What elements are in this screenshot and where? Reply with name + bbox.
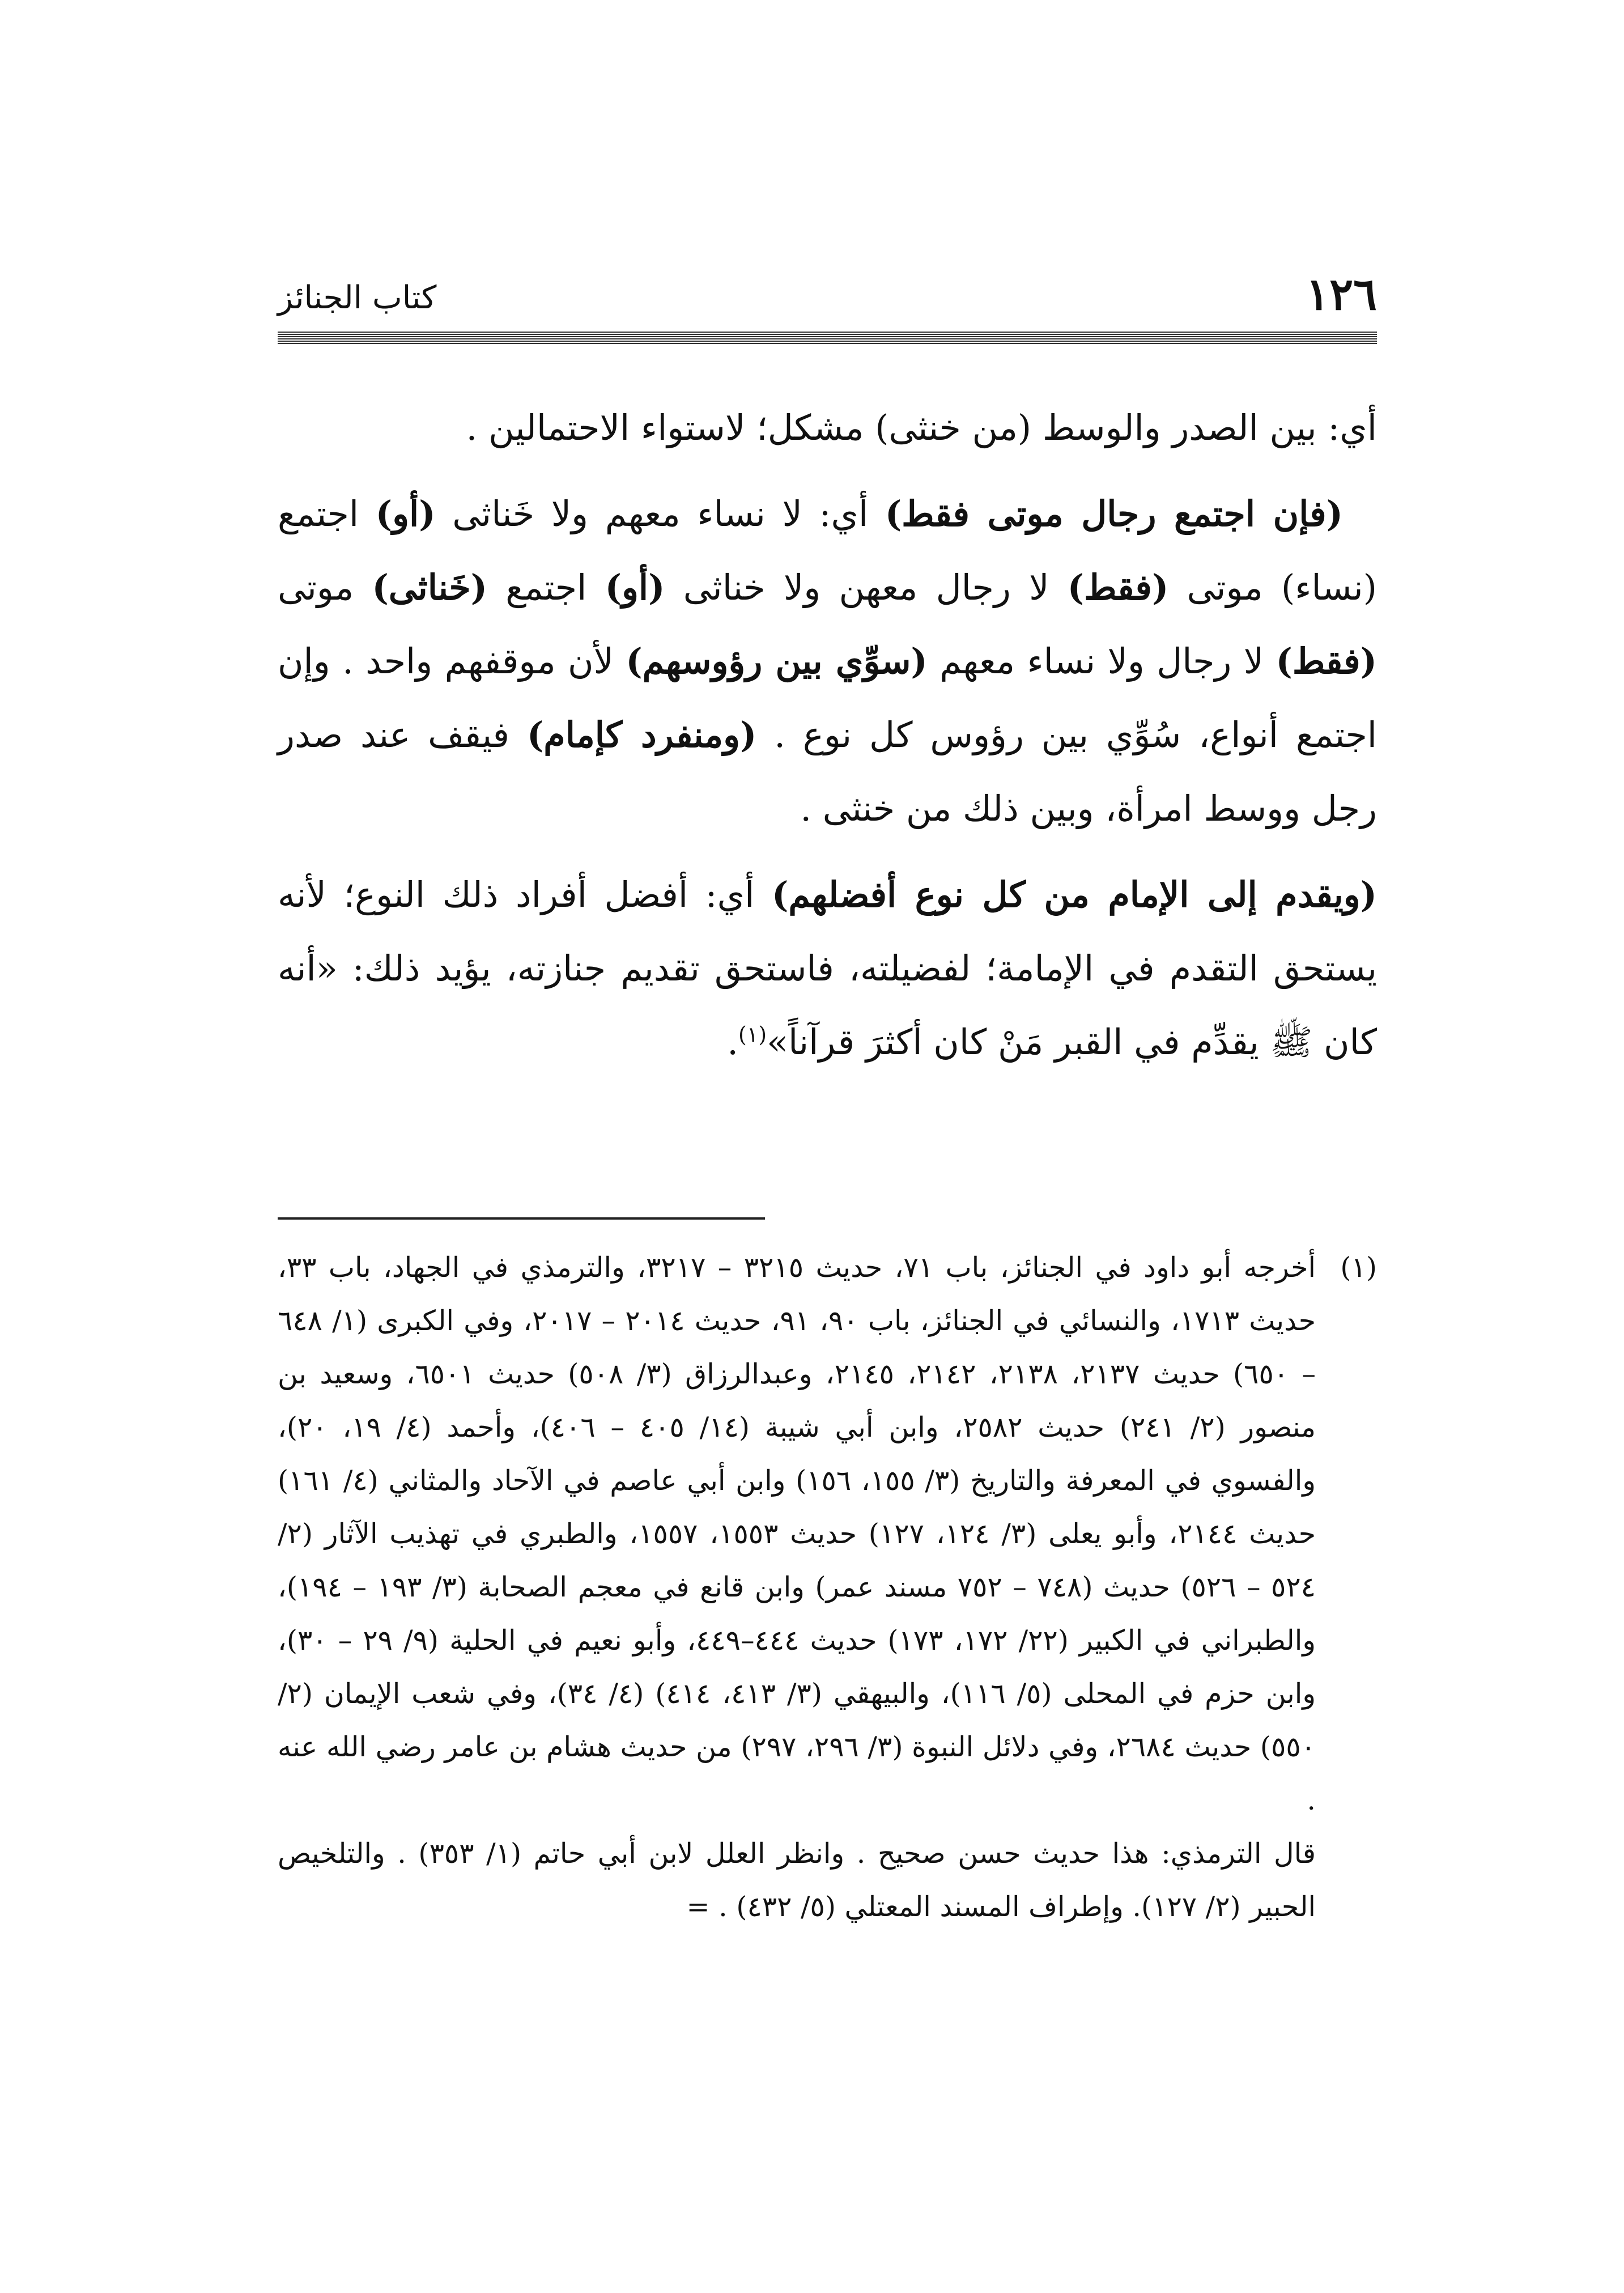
main-text [278,391,1377,1092]
bold-phrase: (أو) [375,493,436,534]
text-run: لأن موقفهم واحد . وإن اجتمع أنواع، سُوِّي بين رؤوس كل نوع . [278,640,1378,755]
book-page [278,0,1377,2293]
footnote-reference[interactable]: (١) [738,1022,767,1047]
text-run: أي: أفضل أفراد ذلك النوع؛ لأنه يستحق التقدم في الإمامة؛ لفضيلته، فاستحق تقديم جنازته، يؤيد ذلك: «أنه كان ﷺ يقدِّم في القبر مَنْ كان أكثرَ قرآناً» [278,874,1377,1063]
footnote-marker: (١) [1340,1251,1377,1284]
text-run: . [727,1021,738,1063]
bold-phrase: (فقط) [1276,640,1378,682]
footnotes [278,1241,1377,1934]
text-run: موتى [278,567,372,608]
paragraph-1: أي: بين الصدر والوسط (من خنثى) مشكل؛ لاستواء الاحتمالين . [466,407,1377,448]
text-run: أي: لا نساء معهم ولا خَناثى [435,493,885,534]
bold-phrase: (فقط) [1067,567,1169,608]
footnote-separator [278,1217,765,1220]
text-run: لا رجال معهن ولا خناثى [665,567,1068,608]
footnote-continuation: قال الترمذي: هذا حديث حسن صحيح . وانظر العلل لابن أبي حاتم (١/ ٣٥٣) . والتلخيص الحبير (٢/ ١٢٧). وإطراف المسند المعتلي (٥/ ٤٣٢) . = [278,1837,1316,1923]
header-rule [278,332,1377,344]
bold-phrase: (سوِّي بين رؤوسهم) [626,640,928,682]
page-number: ١٢٦ [1306,269,1377,320]
bold-phrase: (أو) [605,567,665,608]
footnote-text: أخرجه أبو داود في الجنائز، باب ٧١، حديث ٣٢١٥ – ٣٢١٧، والترمذي في الجهاد، باب ٣٣، حديث ١٧١٣، والنسائي في الجنائز، باب ٩٠، ٩١، حديث ٢٠١٤ – ٢٠١٧، وفي الكبرى (١/ ٦٤٨ – ٦٥٠) حديث ٢١٣٧، ٢١٣٨، ٢١٤٢، ٢١٤٥، وعبدالرزاق (٣/ ٥٠٨) حديث ٦٥٠١، وسعيد بن منصور (٢/ ٢٤١) حديث ٢٥٨٢، وابن أبي شيبة (١٤/ ٤٠٥ – ٤٠٦)، وأحمد (٤/ ١٩، ٢٠)، والفسوي في المعرفة والتاريخ (٣/ ١٥٥، ١٥٦) وابن أبي عاصم في الآحاد والمثاني (٤/ ١٦١) حديث ٢١٤٤، وأبو يعلى (٣/ ١٢٤، ١٢٧) حديث ١٥٥٣، ١٥٥٧، والطبري في تهذيب الآثار (٢/ ٥٢٤ – ٥٢٦) حديث (٧٤٨ – ٧٥٢ مسند عمر) وابن قانع في معجم الصحابة (٣/ ١٩٣ – ١٩٤)، والطبراني في الكبير (٢٢/ ١٧٢، ١٧٣) حديث ٤٤٤–٤٤٩، وأبو نعيم في الحلية (٩/ ٢٩ – ٣٠)، وابن حزم في المحلى (٥/ ١١٦)، والبيهقي (٣/ ٤١٣، ٤١٤) (٤/ ٣٤)، وفي شعب الإيمان (٢/ ٥٥٠) حديث ٢٦٨٤، وفي دلائل النبوة (٣/ ٢٩٦، ٢٩٧) من حديث هشام بن عامر رضي الله عنه . [278,1251,1316,1816]
text-run: لا رجال ولا نساء معهم [927,640,1276,682]
bold-phrase: (ويقدم إلى الإمام من كل نوع أفضلهم) [771,874,1378,915]
bold-phrase: (خَناثى) [372,567,487,608]
footnote-1 [278,1241,1377,1827]
bold-phrase: (ومنفرد كإمام) [526,714,757,755]
page-header [278,266,1377,323]
paragraph-3 [278,858,1377,1079]
bold-phrase: (فإن اجتمع رجال موتى فقط) [885,493,1343,534]
text-run: فيقف عند صدر رجل ووسط امرأة، وبين ذلك من خنثى . [278,714,1377,829]
text-run: اجتمع (نساء) موتى [278,493,1377,608]
paragraph-2 [278,477,1377,846]
text-run: اجتمع [487,567,605,608]
running-title: كتاب الجنائز [278,279,437,316]
